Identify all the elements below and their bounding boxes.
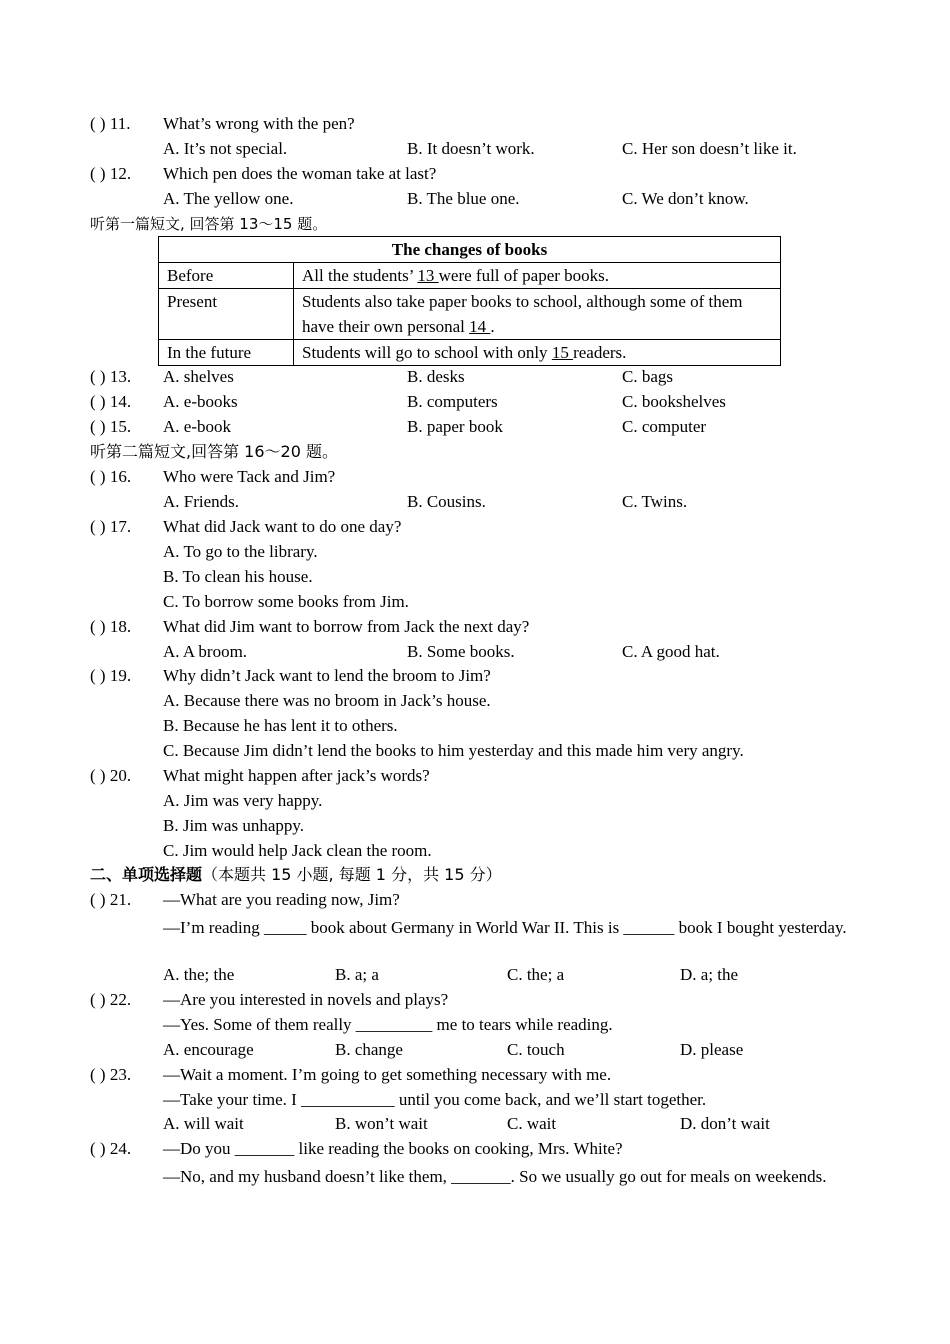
- option-a: A. encourage: [163, 1040, 254, 1059]
- question-number: ( ) 22.: [90, 990, 132, 1009]
- question-stem: What did Jim want to borrow from Jack the next day?: [163, 617, 530, 636]
- question-stem: Which pen does the woman take at last?: [163, 164, 437, 183]
- passage-1-instruction: 听第一篇短文, 回答第 13～15 题。: [90, 215, 328, 233]
- question-number: ( ) 20.: [90, 766, 132, 785]
- option-c: C. Because Jim didn’t lend the books to him yesterday and this made him very angry.: [163, 741, 744, 760]
- row-text-future: Students will go to school with only 15 readers.: [294, 340, 781, 366]
- option-b: B. Because he has lent it to others.: [163, 716, 398, 735]
- option-c: C. We don’t know.: [622, 189, 749, 208]
- option-a: A. will wait: [163, 1114, 244, 1133]
- option-b: B. computers: [407, 392, 498, 411]
- option-d: D. don’t wait: [680, 1114, 770, 1133]
- row-text-before: All the students’ 13 were full of paper books.: [294, 263, 781, 289]
- question-number: ( ) 13.: [90, 367, 132, 386]
- row-label-present: Present: [159, 289, 294, 340]
- section-2-heading: 二、单项选择题（本题共 15 小题, 每题 1 分，共 15 分）: [90, 865, 502, 884]
- option-a: A. To go to the library.: [163, 542, 318, 561]
- option-a: A. It’s not special.: [163, 139, 288, 158]
- question-stem: What might happen after jack’s words?: [163, 766, 430, 785]
- question-number: ( ) 15.: [90, 417, 132, 436]
- question-number: ( ) 12.: [90, 164, 132, 183]
- option-c: C. Twins.: [622, 492, 688, 511]
- question-number: ( ) 23.: [90, 1065, 132, 1084]
- option-b: B. To clean his house.: [163, 567, 313, 586]
- question-stem: What did Jack want to do one day?: [163, 517, 402, 536]
- option-c: C. bags: [622, 367, 673, 386]
- option-c: C. the; a: [507, 965, 565, 984]
- table-title: The changes of books: [159, 237, 781, 263]
- question-stem: Who were Tack and Jim?: [163, 467, 336, 486]
- option-a: A. shelves: [163, 367, 234, 386]
- row-text-present: Students also take paper books to school, although some of them have their own personal 14 .: [294, 289, 781, 340]
- option-a: A. A broom.: [163, 642, 248, 661]
- question-number: ( ) 16.: [90, 467, 132, 486]
- option-c: C. wait: [507, 1114, 557, 1133]
- dialogue-line-2: —I’m reading _____ book about Germany in World War II. This is ______ book I bought yesterday.: [163, 918, 847, 937]
- option-a: A. Jim was very happy.: [163, 791, 323, 810]
- question-stem: Why didn’t Jack want to lend the broom to Jim?: [163, 666, 491, 685]
- blank-14: 14: [469, 317, 491, 336]
- question-number: ( ) 24.: [90, 1139, 132, 1158]
- row-label-future: In the future: [159, 340, 294, 366]
- dialogue-line-1: —Do you _______ like reading the books on cooking, Mrs. White?: [163, 1139, 623, 1158]
- option-a: A. e-book: [163, 417, 231, 436]
- dialogue-line-1: —Are you interested in novels and plays?: [163, 990, 449, 1009]
- option-d: D. please: [680, 1040, 744, 1059]
- option-b: B. Some books.: [407, 642, 515, 661]
- option-b: B. desks: [407, 367, 465, 386]
- dialogue-line-2: —Yes. Some of them really _________ me to tears while reading.: [163, 1015, 613, 1034]
- passage-2-instruction: 听第二篇短文,回答第 16～20 题。: [90, 442, 338, 461]
- dialogue-line-1: —Wait a moment. I’m going to get something necessary with me.: [163, 1065, 612, 1084]
- option-b: B. paper book: [407, 417, 503, 436]
- option-b: B. Jim was unhappy.: [163, 816, 305, 835]
- dialogue-line-1: —What are you reading now, Jim?: [163, 890, 400, 909]
- question-stem: What’s wrong with the pen?: [163, 114, 355, 133]
- option-b: B. a; a: [335, 965, 379, 984]
- dialogue-line-2: —Take your time. I ___________ until you come back, and we’ll start together.: [163, 1090, 707, 1109]
- option-c: C. A good hat.: [622, 642, 720, 661]
- option-b: B. Cousins.: [407, 492, 486, 511]
- dialogue-line-2: —No, and my husband doesn’t like them, _______. So we usually go out for meals on weekends.: [163, 1167, 827, 1186]
- row-label-before: Before: [159, 263, 294, 289]
- blank-15: 15: [551, 343, 574, 362]
- question-number: ( ) 11.: [90, 114, 131, 133]
- option-a: A. Friends.: [163, 492, 240, 511]
- option-a: A. Because there was no broom in Jack’s house.: [163, 691, 491, 710]
- option-c: C. To borrow some books from Jim.: [163, 592, 409, 611]
- option-b: B. change: [335, 1040, 403, 1059]
- option-b: B. The blue one.: [407, 189, 520, 208]
- question-number: ( ) 14.: [90, 392, 132, 411]
- option-b: B. It doesn’t work.: [407, 139, 535, 158]
- option-d: D. a; the: [680, 965, 739, 984]
- option-c: C. Jim would help Jack clean the room.: [163, 841, 432, 860]
- option-c: C. touch: [507, 1040, 565, 1059]
- option-c: C. computer: [622, 417, 707, 436]
- question-number: ( ) 19.: [90, 666, 132, 685]
- option-a: A. e-books: [163, 392, 238, 411]
- question-number: ( ) 17.: [90, 517, 132, 536]
- question-number: ( ) 18.: [90, 617, 132, 636]
- option-a: A. the; the: [163, 965, 235, 984]
- changes-of-books-table: [158, 236, 781, 366]
- option-b: B. won’t wait: [335, 1114, 428, 1133]
- blank-13: 13: [417, 266, 439, 285]
- option-c: C. Her son doesn’t like it.: [622, 139, 797, 158]
- option-a: A. The yellow one.: [163, 189, 294, 208]
- question-number: ( ) 21.: [90, 890, 132, 909]
- option-c: C. bookshelves: [622, 392, 726, 411]
